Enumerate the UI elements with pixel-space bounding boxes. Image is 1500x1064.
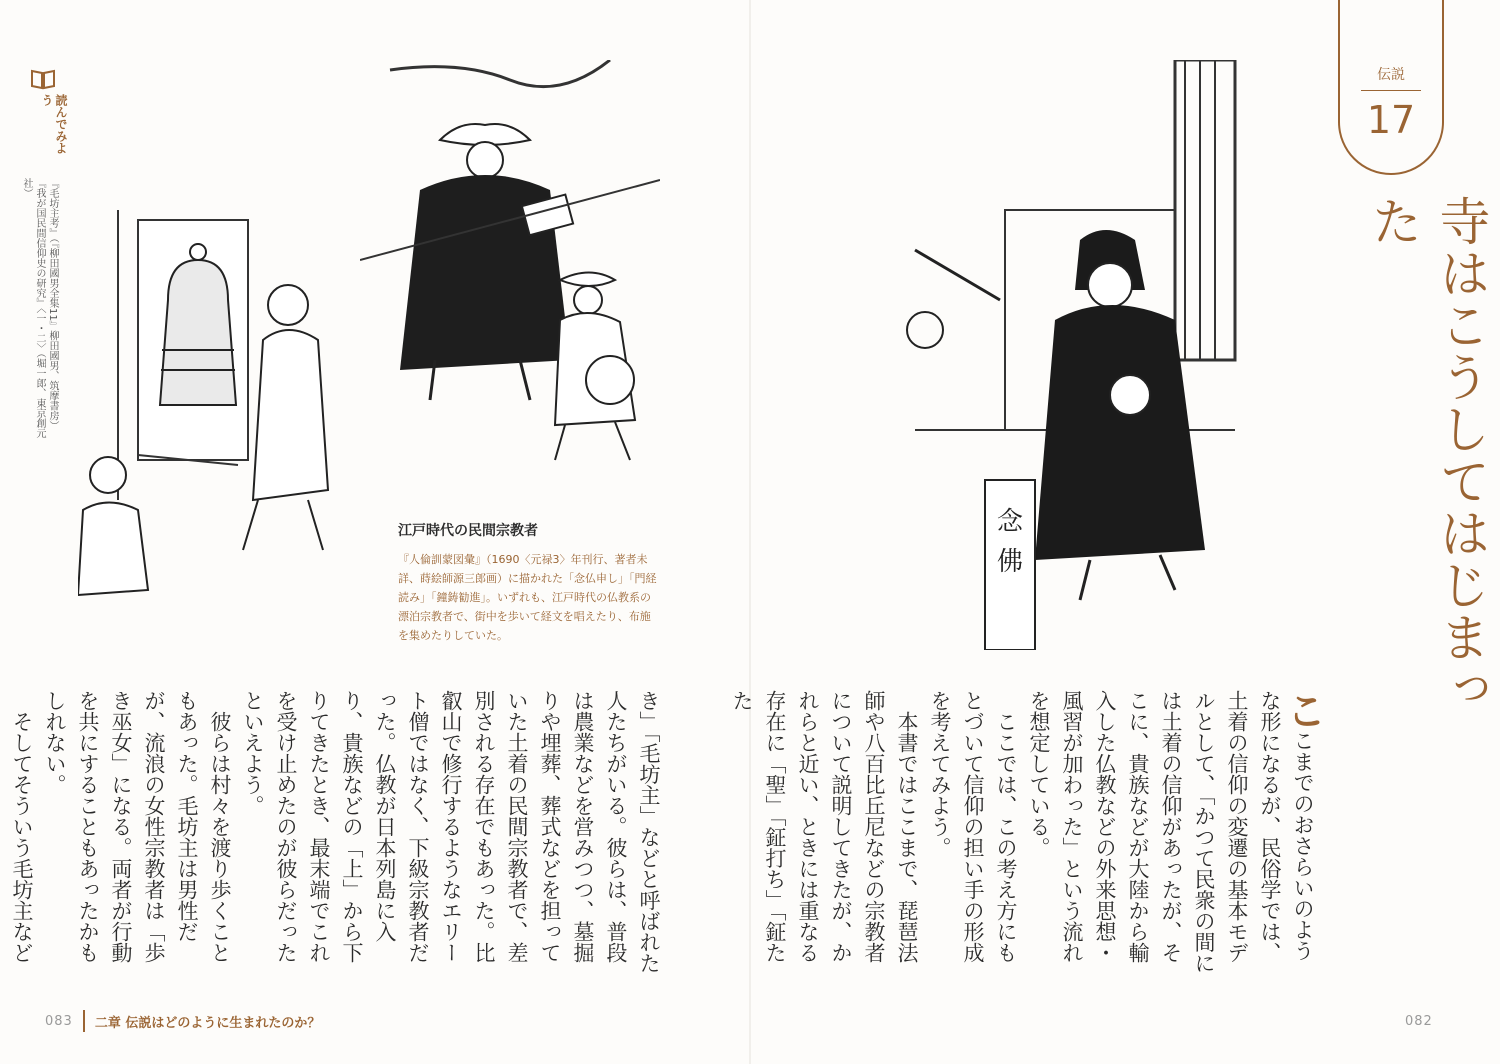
reading-sidebar: [20, 60, 72, 440]
body-paragraph: 彼らは村々を渡り歩くこともあった。毛坊主は男性だが、流浪の女性宗教者は「歩き巫女」になる。両者が行動を共にすることもあったかもしれない。: [43, 690, 232, 963]
paragraph-text: こまでのおさらいのような形になるが、民俗学では、土着の信仰の変遷の基本モデルとして、「かつて民衆の間には土着の信仰があったが、そこに、貴族などが大陸から輸入した仏教などの外来思想・風習が加わった」という流れを想定している。: [1027, 690, 1315, 974]
svg-text:念: 念: [996, 507, 1024, 537]
footer-right: [1405, 1010, 1433, 1029]
illustration-bell-monk: [78, 200, 338, 600]
body-text-right: [730, 690, 1327, 980]
caption-title: 江戸時代の民間宗教者: [398, 523, 538, 539]
body-paragraph: ここでは、この考え方にもとづいて信仰の担い手の形成を考えてみよう。: [928, 690, 1018, 963]
reading-heading: 読んでみよう: [40, 94, 68, 154]
illustration-hatted-monks: [360, 60, 660, 480]
reading-list: 『毛坊主考』（『柳田國男全集11』柳田國男、筑摩書房） 『我が国民間信仰史の研究』〈一・二〉（堀一郎、東京創元社）: [21, 178, 58, 438]
body-text-left: [10, 690, 665, 980]
page-number-right: 082: [1405, 1014, 1433, 1029]
footer-left: [45, 1010, 320, 1032]
body-paragraph: き」「毛坊主」などと呼ばれた人たちがいる。彼らは、普段は農業などを営みつつ、墓掘りや埋葬、葬式などを担っていた土着の民間宗教者で、差別される存在でもあった。比叡山で修行するようなエリート僧ではなく、下級宗教者だった。仏教が日本列島に入り、貴族などの「上」から下りてきたとき、最末端でこれを受け止めたのが彼らだったといえよう。: [241, 690, 661, 974]
caption-body: 『人倫訓蒙図彙』（1690〈元禄3〉年刊行、著者未詳、蒔絵師源三郎画）に描かれた「念仏申し」「門経読み」「鐘鋳勧進」。いずれも、江戸時代の仏教系の漂泊宗教者で、街中を歩いて経文を唱えたり、布施を集めたりしていた。: [398, 553, 657, 642]
badge-divider: [1361, 90, 1421, 91]
figure-caption: [398, 520, 660, 645]
dropcap: こ: [1280, 690, 1327, 730]
article-title: 寺はこうしてはじまった: [1362, 195, 1489, 715]
chapter-number: 17: [1366, 98, 1416, 142]
chapter-label: 伝説: [1377, 67, 1405, 83]
chapter-badge: [1338, 0, 1444, 175]
body-paragraph: [1022, 690, 1327, 980]
illustration-nenbutsu-monk: [905, 60, 1245, 650]
body-paragraph: 本書ではここまで、琵琶法師や八百比丘尼などの宗教者について説明してきたが、かれらと近い、ときには重なる存在に「聖」「鉦打ち」「鉦たた: [730, 690, 919, 963]
running-head: 二章 伝説はどのように生まれたのか？: [94, 1015, 321, 1031]
page-number-left: 083: [45, 1013, 73, 1029]
body-paragraph: そしてそういう毛坊主など: [10, 711, 34, 963]
svg-text:佛: 佛: [996, 547, 1024, 577]
open-book-icon: [30, 68, 56, 90]
footer-divider: [83, 1010, 85, 1032]
